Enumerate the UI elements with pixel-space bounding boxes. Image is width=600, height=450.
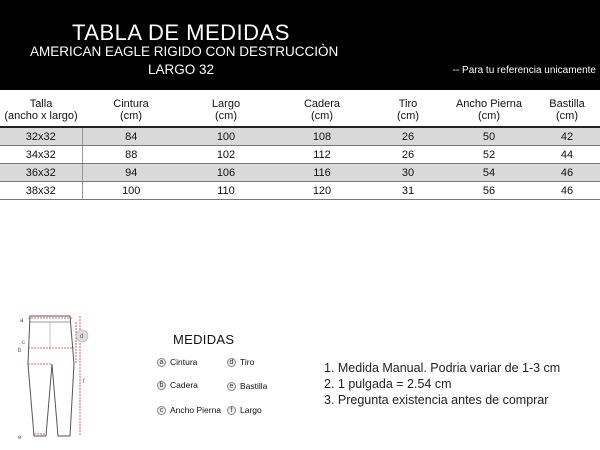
legend-item-cintura	[157, 357, 197, 367]
legend-label: Cadera	[170, 380, 198, 390]
legend-item-tiro	[227, 357, 254, 367]
table-cell: 36x32	[0, 164, 82, 182]
product-name: AMERICAN EAGLE RIGIDO CON DESTRUCCIÒN	[30, 44, 339, 59]
letter-b-icon: b	[157, 381, 166, 390]
table-cell: 54	[444, 164, 534, 182]
column-header: Talla (ancho x largo)	[0, 94, 82, 127]
page-title: TABLA DE MEDIDAS	[72, 20, 290, 45]
marker-f: f	[83, 379, 85, 385]
table-row	[0, 182, 600, 200]
column-header: Bastilla (cm)	[534, 94, 600, 127]
pants-diagram	[12, 308, 94, 444]
column-header: Ancho Pierna (cm)	[444, 94, 534, 127]
table-cell: 116	[272, 164, 372, 182]
column-header: Cadera (cm)	[272, 94, 372, 127]
legend-item-largo	[227, 405, 262, 415]
table-cell: 88	[82, 146, 180, 164]
legend-item-cadera	[157, 380, 198, 390]
legend-label: Tiro	[240, 357, 255, 367]
table-cell: 84	[82, 127, 180, 146]
table-cell: 100	[82, 182, 180, 200]
table-cell: 42	[534, 127, 600, 146]
table-cell: 30	[372, 164, 444, 182]
table-cell: 31	[372, 182, 444, 200]
table-cell: 32x32	[0, 127, 82, 146]
table-cell: 108	[272, 127, 372, 146]
table-cell: 120	[272, 182, 372, 200]
table-cell: 94	[82, 164, 180, 182]
column-header: Cintura (cm)	[82, 94, 180, 127]
header-banner	[0, 0, 600, 90]
table-cell: 100	[180, 127, 272, 146]
column-header: Tiro (cm)	[372, 94, 444, 127]
table-row	[0, 127, 600, 146]
table-cell: 52	[444, 146, 534, 164]
column-header: Largo (cm)	[180, 94, 272, 127]
note-item: 3. Pregunta existencia antes de comprar	[324, 393, 549, 407]
table-row	[0, 164, 600, 182]
table-cell: 26	[372, 127, 444, 146]
legend-item-ancho-pierna	[157, 405, 221, 415]
size-table	[0, 94, 600, 200]
letter-e-icon: e	[227, 382, 236, 391]
legend-label: Largo	[240, 405, 262, 415]
table-cell: 112	[272, 146, 372, 164]
legend-item-bastilla	[227, 381, 267, 391]
table-cell: 110	[180, 182, 272, 200]
table-header-row	[0, 94, 600, 127]
letter-a-icon: a	[157, 358, 166, 367]
length-label: LARGO 32	[148, 62, 215, 77]
table-cell: 50	[444, 127, 534, 146]
legend-label: Bastilla	[240, 381, 268, 391]
legend-label: Ancho Pierna	[170, 405, 222, 415]
table-row	[0, 146, 600, 164]
letter-f-icon: f	[227, 406, 236, 415]
table-cell: 102	[180, 146, 272, 164]
note-item: 1. Medida Manual. Podria variar de 1-3 cm	[324, 361, 561, 375]
legend-label: Cintura	[170, 357, 198, 367]
table-cell: 46	[534, 182, 600, 200]
table-cell: 56	[444, 182, 534, 200]
note-item: 2. 1 pulgada = 2.54 cm	[324, 377, 452, 391]
table-cell: 26	[372, 146, 444, 164]
marker-d: d	[80, 334, 84, 340]
table-cell: 34x32	[0, 146, 82, 164]
table-cell: 106	[180, 164, 272, 182]
letter-c-icon: c	[157, 406, 166, 415]
letter-d-icon: d	[227, 358, 236, 367]
marker-c: c	[22, 340, 25, 346]
legend-title: MEDIDAS	[173, 332, 235, 347]
notes-list	[324, 360, 560, 408]
reference-note: -- Para tu referencia unicamente	[452, 65, 596, 76]
table-cell: 46	[534, 164, 600, 182]
table-cell: 38x32	[0, 182, 82, 200]
marker-e: e	[18, 435, 22, 441]
table-cell: 44	[534, 146, 600, 164]
marker-a: a	[20, 318, 24, 324]
marker-b: b	[18, 348, 22, 354]
